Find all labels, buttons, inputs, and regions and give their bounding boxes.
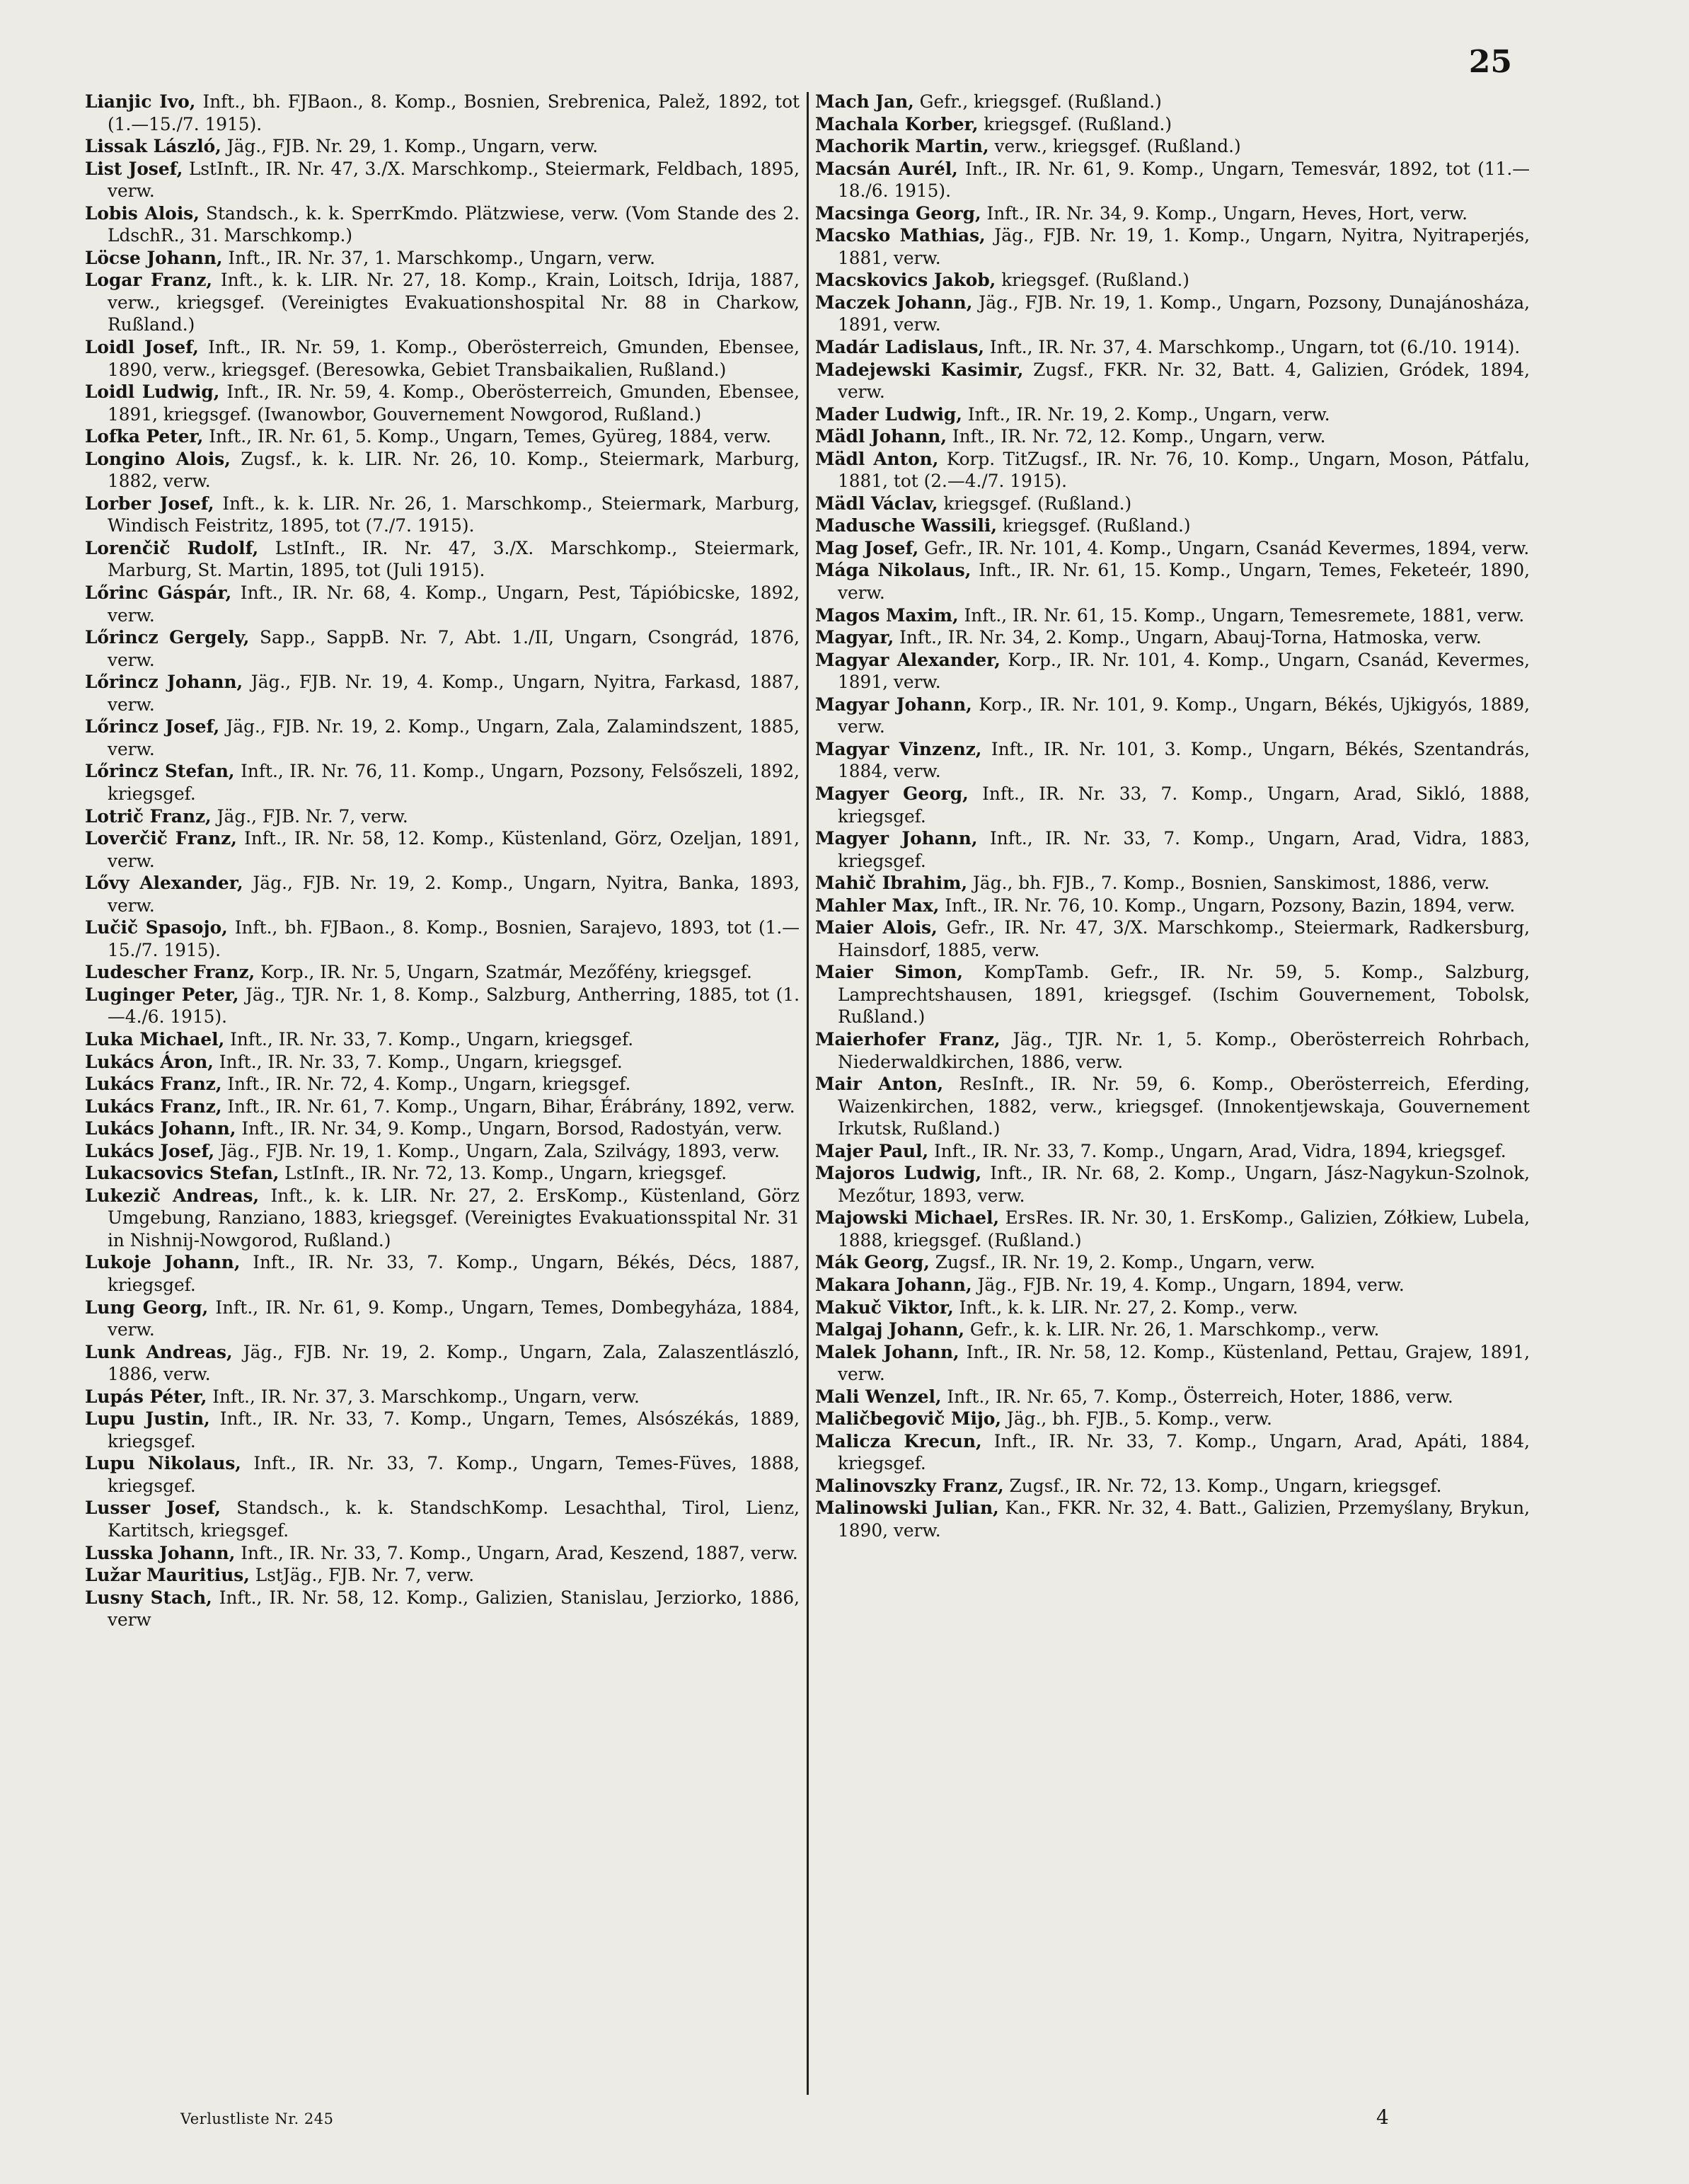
entry-details: LstInft., IR. Nr. 72, 13. Komp., Ungarn, kriegsgef.	[284, 1163, 727, 1184]
entry-details: LstJäg., FJB. Nr. 7, verw.	[255, 1565, 475, 1586]
entry-name: Ludescher Franz,	[85, 962, 255, 983]
entry-name: Lőrincz Gergely,	[85, 627, 250, 648]
entry-name: Macsán Aurél,	[815, 158, 958, 179]
entry-name: Lissak László,	[85, 136, 221, 157]
entry-details: Inft., IR. Nr. 101, 3. Komp., Ungarn, Békés, Szentandrás, 1884, verw.	[838, 738, 1530, 782]
casualty-entry	[85, 1497, 800, 1541]
entry-details: Inft., IR. Nr. 59, 4. Komp., Oberösterreich, Gmunden, Ebensee, 1891, kriegsgef. (Iwanowbor, Gouvernement Nowgorod, Rußland.)	[108, 381, 800, 425]
entry-details: Kan., FKR. Nr. 32, 4. Batt., Galizien, Przemyślany, Brykun, 1890, verw.	[838, 1498, 1530, 1541]
casualty-entry	[85, 1408, 800, 1452]
entry-name: Lusser Josef,	[85, 1498, 221, 1519]
entry-name: Madejewski Kasimir,	[815, 359, 1024, 380]
entry-details: Jäg., FJB. Nr. 19, 2. Komp., Ungarn, Zala, Zalamindszent, 1885, verw.	[108, 716, 800, 759]
entry-name: Longino Alois,	[85, 448, 231, 469]
entry-details: Inft., IR. Nr. 33, 7. Komp., Ungarn, Arad, Keszend, 1887, verw.	[241, 1542, 798, 1563]
entry-details: ErsRes. IR. Nr. 30, 1. ErsKomp., Galizien, Zółkiew, Lubela, 1888, kriegsgef. (Rußland.)	[838, 1207, 1530, 1251]
entry-details: Sapp., SappB. Nr. 7, Abt. 1./II, Ungarn, Csongrád, 1876, verw.	[108, 627, 800, 670]
entry-details: Gefr., IR. Nr. 101, 4. Komp., Ungarn, Csanád Kevermes, 1894, verw.	[924, 537, 1530, 558]
entry-details: Inft., IR. Nr. 59, 1. Komp., Oberösterreich, Gmunden, Ebensee, 1890, verw., kriegsgef. (Beresowka, Gebiet Transbaikalien, Rußland.)	[108, 337, 800, 380]
casualty-entry	[815, 1162, 1530, 1207]
entry-name: Makara Johann,	[815, 1274, 972, 1295]
entry-name: Mahler Max,	[815, 895, 940, 916]
entry-details: Inft., IR. Nr. 37, 1. Marschkomp., Ungarn, verw.	[228, 247, 656, 268]
entry-details: Jäg., TJR. Nr. 1, 5. Komp., Oberösterreich Rohrbach, Niederwaldkirchen, 1886, verw.	[838, 1028, 1530, 1072]
casualty-entry	[85, 760, 800, 805]
entry-details: LstInft., IR. Nr. 47, 3./X. Marschkomp., Steiermark, Marburg, St. Martin, 1895, tot (Juli 1915).	[108, 537, 800, 581]
entry-details: kriegsgef. (Rußland.)	[1002, 515, 1191, 536]
casualty-entry	[815, 1251, 1530, 1274]
entry-name: Mader Ludwig,	[815, 403, 962, 425]
entry-details: kriegsgef. (Rußland.)	[984, 113, 1172, 134]
casualty-entry	[815, 559, 1530, 604]
entry-details: Inft., IR. Nr. 19, 2. Komp., Ungarn, verw.	[967, 403, 1330, 425]
casualty-entry	[85, 537, 800, 582]
entry-details: Gefr., IR. Nr. 47, 3/X. Marschkomp., Steiermark, Radkersburg, Hainsdorf, 1885, verw.	[838, 917, 1530, 960]
casualty-entry	[85, 202, 800, 247]
casualty-entry	[85, 1297, 800, 1341]
casualty-entry	[85, 1386, 800, 1408]
entry-name: Mag Josef,	[815, 537, 919, 558]
entry-details: Inft., IR. Nr. 33, 7. Komp., Ungarn, Arad, Vidra, 1883, kriegsgef.	[838, 828, 1530, 871]
entry-name: Magyer Johann,	[815, 828, 978, 849]
entry-name: Lučič Spasojo,	[85, 917, 228, 938]
entry-details: kriegsgef. (Rußland.)	[1001, 270, 1189, 291]
entry-details: Zugsf., k. k. LIR. Nr. 26, 10. Komp., Steiermark, Marburg, 1882, verw.	[108, 448, 800, 492]
casualty-entry	[815, 626, 1530, 649]
casualty-entry	[85, 336, 800, 381]
entry-name: Maier Simon,	[815, 962, 963, 983]
casualty-entry	[85, 582, 800, 626]
casualty-entry	[815, 1386, 1530, 1408]
entry-details: Gefr., k. k. LIR. Nr. 26, 1. Marschkomp., verw.	[969, 1319, 1380, 1340]
entry-details: Standsch., k. k. SperrKmdo. Plätzwiese, verw. (Vom Stande des 2. LdschR., 31. Marschkomp.)	[108, 202, 800, 246]
casualty-entry	[815, 827, 1530, 872]
entry-details: KompTamb. Gefr., IR. Nr. 59, 5. Komp., Salzburg, Lamprechtshausen, 1891, kriegsgef. (Ischim Gouvernement, Tobolsk, Rußland.)	[838, 962, 1530, 1028]
entry-name: Mädl Johann,	[815, 426, 947, 447]
entry-name: Lőrincz Johann,	[85, 672, 243, 693]
entry-name: Mädl Anton,	[815, 448, 939, 469]
entry-details: Inft., IR. Nr. 61, 9. Komp., Ungarn, Temes, Dombegyháza, 1884, verw.	[108, 1297, 800, 1340]
entry-name: Lianjic Ivo,	[85, 91, 196, 112]
casualty-entry	[815, 158, 1530, 202]
entry-name: Loidl Josef,	[85, 337, 199, 358]
casualty-entry	[815, 224, 1530, 269]
casualty-entry	[85, 1162, 800, 1185]
entry-name: Mali Wenzel,	[815, 1386, 942, 1407]
entry-name: Lőrinc Gáspár,	[85, 582, 232, 604]
entry-name: Lung Georg,	[85, 1297, 209, 1318]
casualty-entry	[815, 604, 1530, 627]
entry-details: Inft., IR. Nr. 37, 3. Marschkomp., Ungarn, verw.	[212, 1386, 640, 1407]
entry-details: Inft., k. k. LIR. Nr. 26, 1. Marschkomp., Steiermark, Marburg, Windisch Feistritz, 1895, tot (7./7. 1915).	[108, 493, 800, 536]
entry-details: Inft., IR. Nr. 37, 4. Marschkomp., Ungarn, tot (6./10. 1914).	[989, 337, 1521, 358]
entry-details: Inft., IR. Nr. 61, 9. Komp., Ungarn, Temesvár, 1892, tot (11.—18./6. 1915).	[838, 158, 1531, 202]
left-column	[85, 91, 800, 1631]
casualty-entry	[815, 336, 1530, 359]
entry-details: verw., kriegsgef. (Rußland.)	[994, 136, 1241, 157]
casualty-entry	[815, 1341, 1530, 1386]
entry-name: Mága Nikolaus,	[815, 560, 972, 581]
entry-details: Jäg., FJB. Nr. 7, verw.	[217, 805, 408, 827]
entry-details: Jäg., TJR. Nr. 1, 8. Komp., Salzburg, Antherring, 1885, tot (1.—4./6. 1915).	[108, 984, 800, 1028]
entry-name: Madusche Wassili,	[815, 515, 997, 536]
entry-name: Lukacsovics Stefan,	[85, 1163, 279, 1184]
casualty-entry	[85, 1185, 800, 1252]
casualty-entry	[85, 247, 800, 270]
casualty-entry	[85, 715, 800, 760]
casualty-entry	[85, 1452, 800, 1497]
entry-details: Inft., IR. Nr. 61, 7. Komp., Ungarn, Bihar, Érábrány, 1892, verw.	[227, 1096, 795, 1117]
entry-name: Lukács Johann,	[85, 1118, 236, 1139]
entry-name: Mädl Václav,	[815, 493, 938, 514]
entry-details: Gefr., kriegsgef. (Rußland.)	[919, 91, 1162, 112]
entry-details: Inft., IR. Nr. 33, 7. Komp., Ungarn, Arad, Apáti, 1884, kriegsgef.	[838, 1430, 1530, 1474]
casualty-entry	[815, 135, 1530, 158]
casualty-entry	[815, 269, 1530, 292]
entry-name: Magos Maxim,	[815, 604, 959, 626]
casualty-entry	[815, 1318, 1530, 1341]
entry-name: Lupás Péter,	[85, 1386, 207, 1407]
casualty-entry	[85, 91, 800, 135]
entry-details: Inft., IR. Nr. 68, 4. Komp., Ungarn, Pest, Tápióbicske, 1892, verw.	[108, 582, 800, 626]
entry-details: Jäg., FJB. Nr. 19, 4. Komp., Ungarn, 1894, verw.	[977, 1274, 1405, 1295]
casualty-entry	[815, 916, 1530, 961]
entry-details: Inft., IR. Nr. 33, 7. Komp., Ungarn, Arad, Vidra, 1894, kriegsgef.	[933, 1140, 1506, 1161]
entry-name: Lővy Alexander,	[85, 873, 243, 894]
casualty-entry	[815, 1140, 1530, 1163]
entry-name: Loidl Ludwig,	[85, 381, 220, 403]
entry-name: Lőrincz Josef,	[85, 716, 220, 737]
casualty-entry	[815, 961, 1530, 1028]
entry-details: Inft., IR. Nr. 76, 11. Komp., Ungarn, Pozsony, Felsőszeli, 1892, kriegsgef.	[108, 761, 800, 804]
entry-name: Lorenčič Rudolf,	[85, 537, 259, 558]
casualty-entry	[85, 1251, 800, 1296]
entry-name: Mahič Ibrahim,	[815, 873, 968, 894]
entry-name: Lukács Franz,	[85, 1074, 222, 1095]
entry-name: Macsko Mathias,	[815, 225, 986, 246]
page-number: 25	[1468, 44, 1512, 80]
entry-name: Maierhofer Franz,	[815, 1028, 1001, 1050]
casualty-entry	[815, 738, 1530, 783]
entry-details: Korp., IR. Nr. 101, 4. Komp., Ungarn, Csanád, Kevermes, 1891, verw.	[838, 649, 1530, 693]
entry-details: Inft., IR. Nr. 34, 9. Komp., Ungarn, Borsod, Radostyán, verw.	[241, 1118, 783, 1139]
right-column	[815, 91, 1530, 1542]
casualty-entry	[85, 984, 800, 1028]
entry-details: kriegsgef. (Rußland.)	[943, 493, 1132, 514]
casualty-entry	[815, 649, 1530, 694]
casualty-entry	[815, 1297, 1530, 1319]
entry-details: Jäg., FJB. Nr. 19, 2. Komp., Ungarn, Zala, Zalaszentlászló, 1886, verw.	[108, 1341, 800, 1385]
casualty-entry	[815, 1073, 1530, 1140]
entry-name: Luginger Peter,	[85, 984, 239, 1005]
footer-sheet-number: 4	[1376, 2105, 1389, 2129]
entry-details: Korp., IR. Nr. 101, 9. Komp., Ungarn, Békés, Ujkigyós, 1889, verw.	[838, 694, 1530, 737]
entry-name: Majowski Michael,	[815, 1207, 1000, 1229]
entry-name: Loverčič Franz,	[85, 828, 237, 849]
casualty-entry	[85, 381, 800, 425]
casualty-entry	[815, 537, 1530, 560]
entry-details: Zugsf., IR. Nr. 72, 13. Komp., Ungarn, kriegsgef.	[1009, 1475, 1442, 1496]
casualty-entry	[85, 1051, 800, 1074]
casualty-entry	[85, 916, 800, 961]
casualty-entry	[85, 135, 800, 158]
entry-name: Maličbegovič Mijo,	[815, 1408, 1002, 1430]
casualty-entry	[815, 292, 1530, 336]
casualty-entry	[85, 1140, 800, 1163]
entry-name: Lukács Josef,	[85, 1140, 215, 1161]
entry-details: Inft., IR. Nr. 58, 12. Komp., Galizien, Stanislau, Jerziorko, 1886, verw	[108, 1587, 800, 1631]
entry-name: Lőrincz Stefan,	[85, 761, 235, 782]
entry-details: Jäg., FJB. Nr. 19, 1. Komp., Ungarn, Pozsony, Dunajánosháza, 1891, verw.	[838, 292, 1530, 335]
casualty-entry	[85, 671, 800, 715]
casualty-entry	[85, 1341, 800, 1386]
entry-name: Majer Paul,	[815, 1140, 929, 1161]
entry-details: ResInft., IR. Nr. 59, 6. Komp., Oberösterreich, Eferding, Waizenkirchen, 1882, verw., kriegsgef. (Innokentjewskaja, Gouvernement Irkutsk, Rußland.)	[838, 1074, 1530, 1139]
entry-details: Zugsf., IR. Nr. 19, 2. Komp., Ungarn, verw.	[935, 1252, 1315, 1273]
entry-name: Macsinga Georg,	[815, 202, 981, 224]
entry-name: Lukoje Johann,	[85, 1252, 241, 1273]
entry-name: Logar Franz,	[85, 270, 213, 291]
entry-name: Lukezič Andreas,	[85, 1185, 260, 1206]
entry-name: Magyer Georg,	[815, 783, 969, 804]
entry-name: Löcse Johann,	[85, 247, 223, 268]
casualty-entry	[815, 1430, 1530, 1475]
casualty-entry	[815, 694, 1530, 738]
entry-name: Lupu Justin,	[85, 1408, 210, 1430]
casualty-entry	[815, 1274, 1530, 1297]
entry-details: Jäg., FJB. Nr. 19, 1. Komp., Ungarn, Nyitra, Nyitraperjés, 1881, verw.	[838, 225, 1530, 268]
entry-name: Mák Georg,	[815, 1252, 930, 1273]
entry-name: Maczek Johann,	[815, 292, 973, 313]
entry-details: Inft., IR. Nr. 33, 7. Komp., Ungarn, kriegsgef.	[230, 1028, 634, 1050]
entry-details: Inft., IR. Nr. 33, 7. Komp., Ungarn, kriegsgef.	[219, 1051, 623, 1072]
entry-name: Malek Johann,	[815, 1341, 959, 1362]
footer-list-label: Verlustliste Nr. 245	[180, 2110, 334, 2127]
entry-name: Magyar Vinzenz,	[815, 738, 982, 759]
casualty-entry	[815, 872, 1530, 895]
entry-details: Inft., IR. Nr. 61, 15. Komp., Ungarn, Temes, Feketeér, 1890, verw.	[838, 560, 1530, 604]
entry-details: Inft., k. k. LIR. Nr. 27, 18. Komp., Krain, Loitsch, Idrija, 1887, verw., kriegsgef. (Vereinigtes Evakuationshospital Nr. 88 in Charkow, Rußland.)	[108, 270, 800, 335]
entry-details: Jäg., bh. FJB., 5. Komp., verw.	[1006, 1408, 1272, 1430]
entry-name: Lofka Peter,	[85, 426, 204, 447]
casualty-entry	[815, 895, 1530, 917]
casualty-entry	[815, 202, 1530, 225]
entry-details: Jäg., FJB. Nr. 19, 1. Komp., Ungarn, Zala, Szilvágy, 1893, verw.	[220, 1140, 780, 1161]
entry-name: Maier Alois,	[815, 917, 938, 938]
entry-name: List Josef,	[85, 158, 183, 179]
casualty-entry	[85, 1117, 800, 1140]
casualty-entry	[815, 113, 1530, 136]
entry-details: Inft., IR. Nr. 58, 12. Komp., Küstenland, Görz, Ozeljan, 1891, verw.	[108, 828, 800, 871]
entry-details: Inft., IR. Nr. 68, 2. Komp., Ungarn, Jász-Nagykun-Szolnok, Mezőtur, 1893, verw.	[838, 1163, 1530, 1206]
entry-details: Inft., bh. FJBaon., 8. Komp., Bosnien, Sarajevo, 1893, tot (1.—15./7. 1915).	[108, 917, 800, 960]
entry-name: Lunk Andreas,	[85, 1341, 233, 1362]
column-divider	[807, 92, 809, 2095]
casualty-entry	[85, 1073, 800, 1096]
entry-name: Luka Michael,	[85, 1028, 225, 1050]
casualty-entry	[85, 1587, 800, 1631]
entry-name: Lorber Josef,	[85, 493, 214, 514]
casualty-entry	[85, 805, 800, 828]
entry-details: Inft., IR. Nr. 61, 5. Komp., Ungarn, Temes, Gyüreg, 1884, verw.	[209, 426, 771, 447]
casualty-entry	[85, 448, 800, 493]
casualty-entry	[85, 1096, 800, 1118]
entry-name: Lupu Nikolaus,	[85, 1453, 241, 1474]
entry-details: Inft., IR. Nr. 33, 7. Komp., Ungarn, Temes, Alsószékás, 1889, kriegsgef.	[108, 1408, 800, 1452]
entry-details: Inft., k. k. LIR. Nr. 27, 2. ErsKomp., Küstenland, Görz Umgebung, Ranziano, 1883, kriegsgef. (Vereinigtes Evakuationsspital Nr. 31 in Nishnij-Nowgorod, Rußland.)	[108, 1185, 800, 1251]
entry-name: Magyar Alexander,	[815, 649, 1001, 670]
entry-name: Mach Jan,	[815, 91, 914, 112]
entry-name: Magyar Johann,	[815, 694, 972, 715]
entry-details: Inft., IR. Nr. 76, 10. Komp., Ungarn, Pozsony, Bazin, 1894, verw.	[945, 895, 1516, 916]
entry-name: Macskovics Jakob,	[815, 270, 996, 291]
entry-details: Jäg., bh. FJB., 7. Komp., Bosnien, Sanskimost, 1886, verw.	[972, 873, 1490, 894]
entry-details: Inft., IR. Nr. 72, 4. Komp., Ungarn, kriegsgef.	[227, 1074, 631, 1095]
casualty-entry	[815, 1497, 1530, 1541]
casualty-entry	[85, 493, 800, 537]
entry-name: Lotrič Franz,	[85, 805, 212, 827]
entry-details: Inft., k. k. LIR. Nr. 27, 2. Komp., verw.	[959, 1297, 1298, 1318]
casualty-entry	[85, 269, 800, 336]
entry-name: Majoros Ludwig,	[815, 1163, 982, 1184]
entry-details: Jäg., FJB. Nr. 19, 2. Komp., Ungarn, Nyitra, Banka, 1893, verw.	[108, 873, 800, 916]
entry-details: Standsch., k. k. StandschKomp. Lesachthal, Tirol, Lienz, Kartitsch, kriegsgef.	[108, 1498, 800, 1541]
entry-details: Zugsf., FKR. Nr. 32, Batt. 4, Galizien, Gródek, 1894, verw.	[838, 359, 1530, 403]
entry-details: LstInft., IR. Nr. 47, 3./X. Marschkomp., Steiermark, Feldbach, 1895, verw.	[108, 158, 800, 202]
casualty-entry	[815, 783, 1530, 827]
entry-name: Lobis Alois,	[85, 202, 200, 224]
casualty-entry	[85, 626, 800, 671]
entry-name: Magyar,	[815, 627, 894, 648]
entry-details: Korp., IR. Nr. 5, Ungarn, Szatmár, Mezőfény, kriegsgef.	[260, 962, 752, 983]
entry-details: Inft., IR. Nr. 33, 7. Komp., Ungarn, Békés, Décs, 1887, kriegsgef.	[108, 1252, 800, 1295]
entry-details: Inft., bh. FJBaon., 8. Komp., Bosnien, Srebrenica, Palež, 1892, tot (1.—15./7. 1915).	[108, 91, 800, 134]
entry-details: Inft., IR. Nr. 33, 7. Komp., Ungarn, Arad, Sikló, 1888, kriegsgef.	[838, 783, 1530, 827]
entry-name: Malinowski Julian,	[815, 1498, 999, 1519]
casualty-entry	[85, 827, 800, 872]
entry-name: Lusska Johann,	[85, 1542, 236, 1563]
entry-name: Malicza Krecun,	[815, 1430, 982, 1452]
entry-name: Lusny Stach,	[85, 1587, 212, 1608]
entry-name: Lužar Mauritius,	[85, 1565, 250, 1586]
casualty-entry	[85, 1542, 800, 1565]
entry-name: Machorik Martin,	[815, 136, 989, 157]
casualty-entry	[85, 872, 800, 916]
entry-details: Inft., IR. Nr. 65, 7. Komp., Österreich, Hoter, 1886, verw.	[947, 1386, 1453, 1407]
casualty-entry	[815, 359, 1530, 403]
entry-details: Inft., IR. Nr. 34, 2. Komp., Ungarn, Abauj-Torna, Hatmoska, verw.	[899, 627, 1482, 648]
casualty-entry	[815, 1475, 1530, 1498]
casualty-entry	[85, 1028, 800, 1051]
casualty-entry	[815, 425, 1530, 448]
entry-name: Malgaj Johann,	[815, 1319, 965, 1340]
entry-details: Jäg., FJB. Nr. 29, 1. Komp., Ungarn, verw.	[226, 136, 599, 157]
entry-name: Mair Anton,	[815, 1074, 944, 1095]
casualty-entry	[85, 158, 800, 202]
entry-details: Jäg., FJB. Nr. 19, 4. Komp., Ungarn, Nyitra, Farkasd, 1887, verw.	[108, 672, 800, 715]
entry-name: Madár Ladislaus,	[815, 337, 984, 358]
casualty-entry	[85, 1564, 800, 1587]
entry-name: Malinovszky Franz,	[815, 1475, 1004, 1496]
entry-details: Inft., IR. Nr. 58, 12. Komp., Küstenland, Pettau, Grajew, 1891, verw.	[838, 1341, 1530, 1385]
entry-details: Inft., IR. Nr. 33, 7. Komp., Ungarn, Temes-Füves, 1888, kriegsgef.	[108, 1453, 800, 1496]
casualty-entry	[85, 961, 800, 984]
casualty-entry	[815, 1028, 1530, 1073]
casualty-entry	[85, 425, 800, 448]
casualty-entry	[815, 91, 1530, 113]
casualty-entry	[815, 1207, 1530, 1251]
entry-name: Lukács Franz,	[85, 1096, 222, 1117]
casualty-entry	[815, 448, 1530, 493]
entry-details: Inft., IR. Nr. 72, 12. Komp., Ungarn, verw.	[952, 426, 1326, 447]
entry-name: Machala Korber,	[815, 113, 979, 134]
entry-details: Inft., IR. Nr. 61, 15. Komp., Ungarn, Temesremete, 1881, verw.	[964, 604, 1525, 626]
casualty-entry	[815, 403, 1530, 426]
entry-details: Korp. TitZugsf., IR. Nr. 76, 10. Komp., Ungarn, Moson, Pátfalu, 1881, tot (2.—4./7. 1915).	[838, 448, 1530, 492]
entry-details: Inft., IR. Nr. 34, 9. Komp., Ungarn, Heves, Hort, verw.	[986, 202, 1468, 224]
entry-name: Lukács Áron,	[85, 1051, 214, 1072]
casualty-entry	[815, 515, 1530, 537]
casualty-entry	[815, 1408, 1530, 1430]
casualty-entry	[815, 493, 1530, 515]
entry-name: Makuč Viktor,	[815, 1297, 954, 1318]
